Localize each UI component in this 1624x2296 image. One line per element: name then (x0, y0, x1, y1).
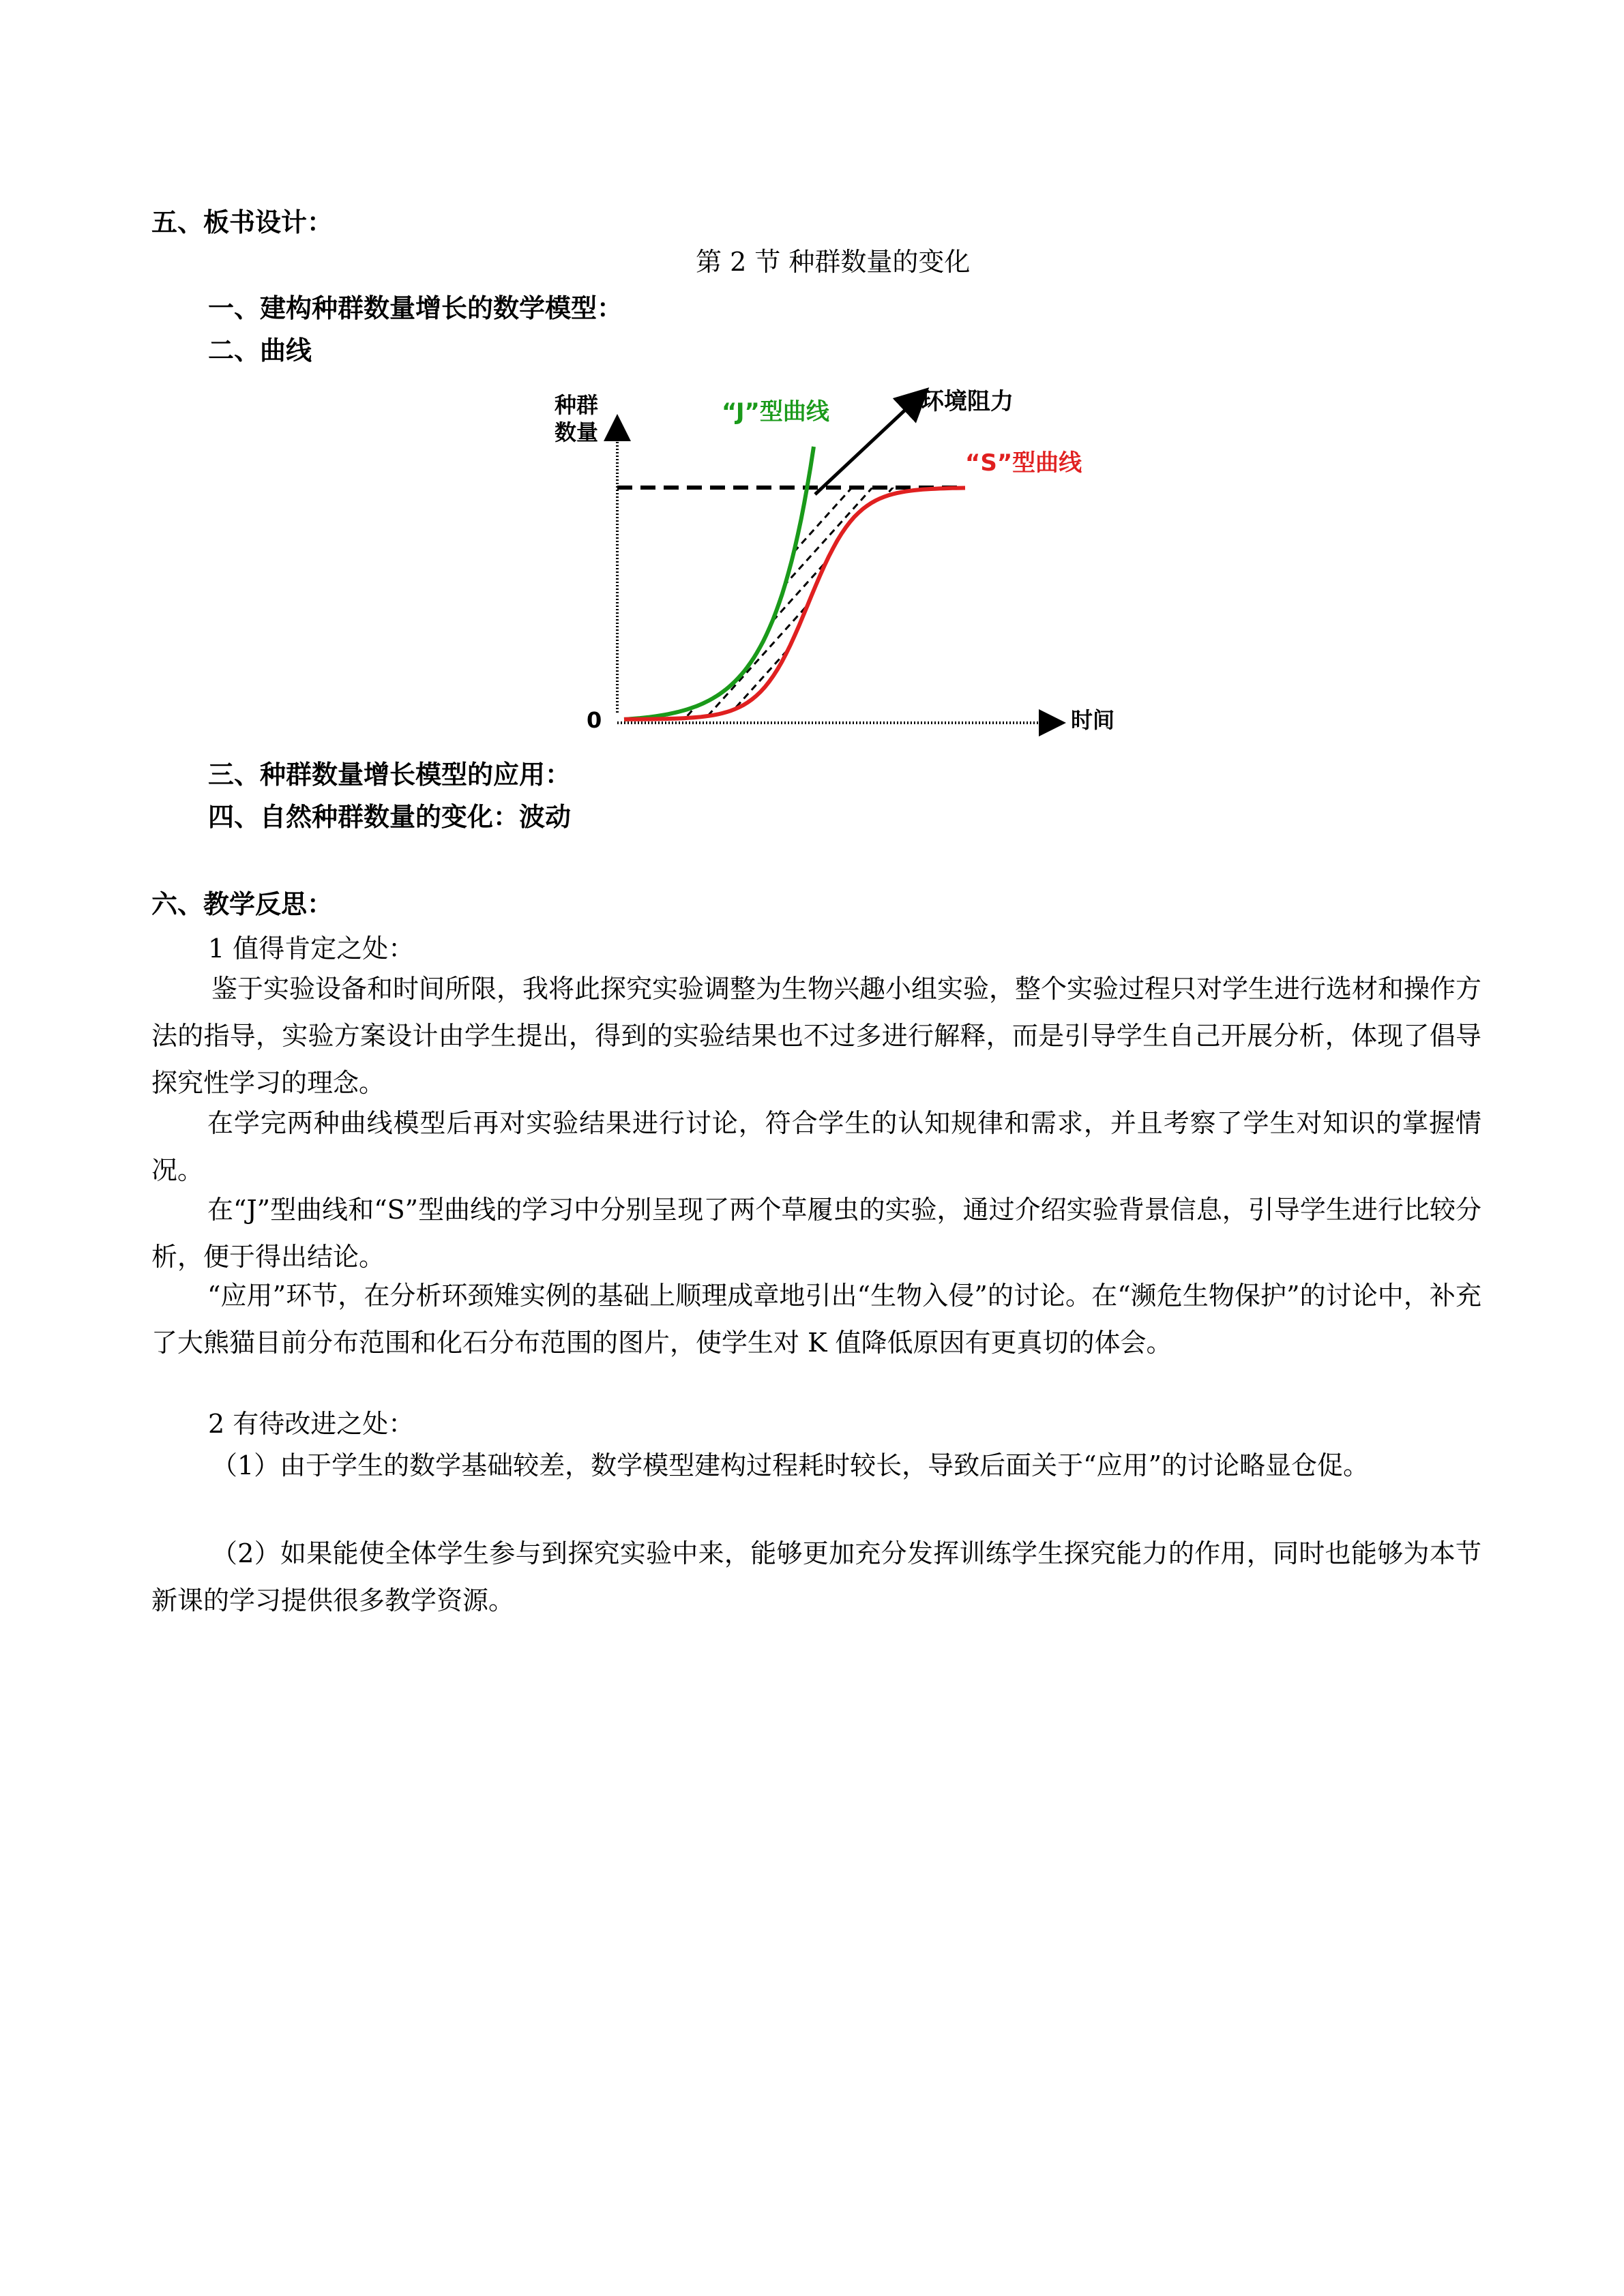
hatch-line (856, 460, 1102, 733)
board-item-4: 四、自然种群数量的变化：波动 (208, 801, 572, 832)
board-item-1: 一、建构种群数量增长的数学模型： (208, 293, 623, 323)
hatch-line (876, 460, 1122, 733)
subheading-improve: 2 有待改进之处： (208, 1409, 415, 1439)
s-curve-label: “S”型曲线 (965, 449, 1082, 477)
hatch-line (917, 460, 1142, 733)
reflection-paragraph-3: 在“J”型曲线和“S”型曲线的学习中分别呈现了两个草履虫的实验，通过介绍实验背景信息，引导学生进行比较分析，便于得出结论。 (151, 1195, 1481, 1272)
hatch-line (651, 460, 897, 733)
hatch-line (897, 460, 1142, 733)
resistance-label: 环境阻力 (921, 388, 1014, 415)
hatch-line (713, 460, 958, 733)
reflection-paragraph-4: “应用”环节，在分析环颈雉实例的基础上顺理成章地引出“生物入侵”的讨论。在“濒危生物保护”的讨论中，补充了大熊猫目前分布范围和化石分布范围的图片，使学生对 K 值降低原因有更真切的体会。 (151, 1281, 1481, 1358)
reflection-paragraph-2: 在学完两种曲线模型后再对实验结果进行讨论，符合学生的认知规律和需求，并且考察了学生对知识的掌握情况。 (151, 1108, 1481, 1185)
j-curve-label: “J”型曲线 (722, 398, 829, 426)
hatch-line (938, 460, 1142, 733)
board-item-2: 二、曲线 (208, 335, 312, 366)
hatch-line (672, 460, 917, 733)
section5-heading: 五、板书设计： (151, 207, 334, 237)
environmental-resistance-hatch (631, 460, 1142, 733)
y-axis-label-line2: 数量 (555, 419, 599, 445)
section6-heading: 六、教学反思： (151, 889, 334, 919)
origin-label: 0 (587, 707, 602, 733)
hatch-line (692, 460, 938, 733)
improvement-1: （1）由于学生的数学基础较差，数学模型建构过程耗时较长，导致后面关于“应用”的讨论略显仓促。 (211, 1450, 1370, 1480)
improvement-2: （2）如果能使全体学生参与到探究实验中来，能够更加充分发挥训练学生探究能力的作用，同时也能够为本节新课的学习提供很多教学资源。 (151, 1538, 1481, 1615)
hatch-line (795, 460, 1040, 733)
hatch-line (631, 460, 876, 733)
y-axis-label-line1: 种群 (555, 392, 599, 418)
subheading-positive: 1 值得肯定之处： (208, 934, 415, 964)
hatch-line (815, 460, 1061, 733)
s-curve (624, 488, 965, 719)
hatch-line (733, 460, 979, 733)
population-growth-chart (529, 378, 1142, 743)
board-item-3: 三、种群数量增长模型的应用： (208, 759, 572, 790)
x-axis-label: 时间 (1071, 707, 1115, 733)
resistance-arrow (815, 392, 924, 494)
lesson-title: 第 2 节 种群数量的变化 (696, 247, 971, 277)
reflection-paragraph-1: 鉴于实验设备和时间所限，我将此探究实验调整为生物兴趣小组实验，整个实验过程只对学生进行选材和操作方法的指导，实验方案设计由学生提出，得到的实验结果也不过多进行解释，而是引导学生自己开展分析，体现了倡导探究性学习的理念。 (151, 974, 1482, 1098)
